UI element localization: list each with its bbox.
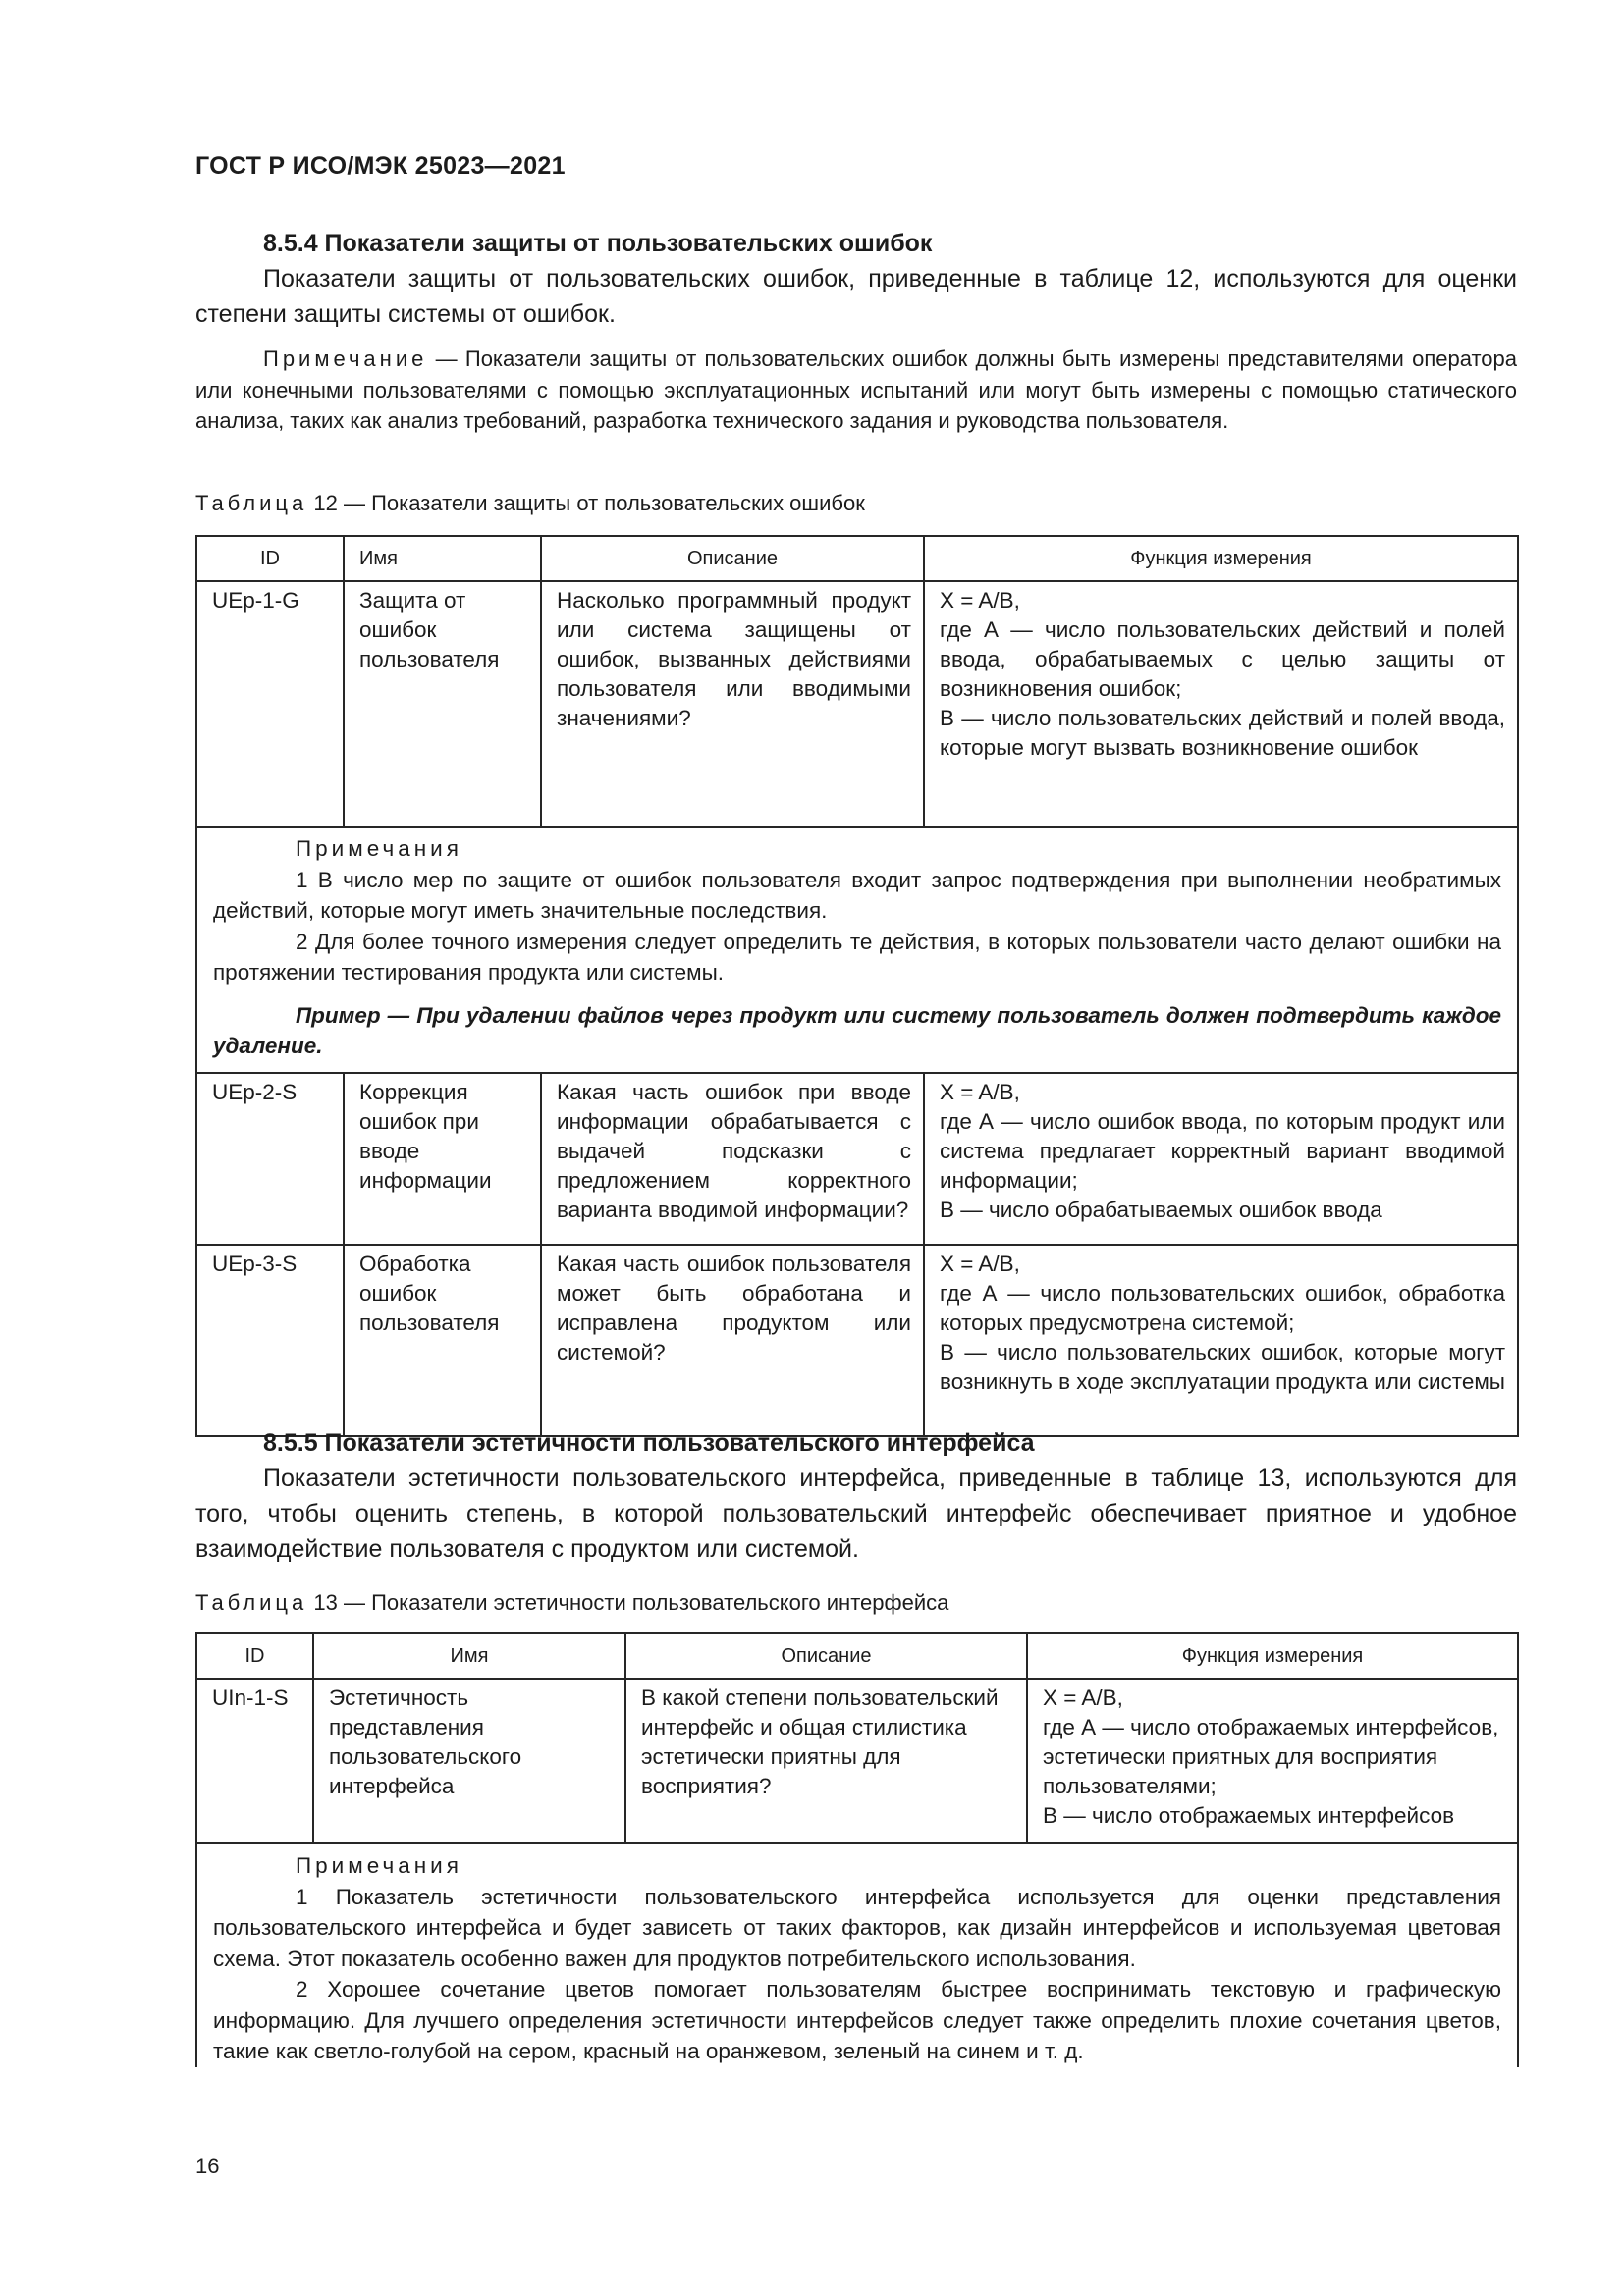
table-13-caption <box>195 1590 948 1616</box>
section-8-5-5-title: 8.5.5 Показатели эстетичности пользовательского интерфейса <box>263 1429 1035 1457</box>
notes-label: Примечания <box>296 836 462 861</box>
header-id: ID <box>196 536 344 581</box>
section-8-5-4-title: 8.5.4 Показатели защиты от пользовательских ошибок <box>263 230 933 257</box>
table-row <box>196 1679 1518 1843</box>
header-description: Описание <box>541 536 924 581</box>
table-title: 13 — Показатели эстетичности пользовательского интерфейса <box>313 1590 949 1615</box>
table-title: 12 — Показатели защиты от пользовательских ошибок <box>313 491 865 515</box>
section-8-5-4-paragraph: Показатели защиты от пользовательских ошибок, приведенные в таблице 12, используются для оценки степени защиты системы от ошибок. <box>195 265 1517 328</box>
cell-description: В какой степени пользовательский интерфейс и общая стилистика эстетически приятны для восприятия? <box>625 1679 1027 1843</box>
header-function: Функция измерения <box>924 536 1518 581</box>
cell-name: Защита от ошибок пользователя <box>344 581 541 827</box>
note-1: 1 В число мер по защите от ошибок пользователя входит запрос подтверждения при выполнении необратимых действий, которые могут иметь значительные последствия. <box>213 867 1501 923</box>
cell-description: Какая часть ошибок при вводе информации обрабатывается с выдачей подсказки с предложением корректного варианта вводимой информации? <box>541 1073 924 1245</box>
cell-id: UEp-1-G <box>196 581 344 827</box>
header-function: Функция измерения <box>1027 1633 1518 1679</box>
page-number: 16 <box>195 2154 220 2178</box>
header-description: Описание <box>625 1633 1027 1679</box>
cell-function: X = A/B, где А — число отображаемых интерфейсов, эстетически приятных для восприятия пользователями; В — число отображаемых интерфейсов <box>1027 1679 1518 1843</box>
note-1: 1 Показатель эстетичности пользовательского интерфейса используется для оценки представления пользовательского интерфейса и будет зависеть от таких факторов, как дизайн интерфейсов и используемая цветовая схема. Этот показатель особенно важен для продуктов потребительского использования. <box>213 1884 1501 1971</box>
notes-label: Примечания <box>296 1853 462 1878</box>
cell-function: X = A/B, где А — число ошибок ввода, по которым продукт или система предлагает корректный вариант вводимой информации; В — число обрабатываемых ошибок ввода <box>924 1073 1518 1245</box>
note-2: 2 Для более точного измерения следует определить те действия, в которых пользователи часто делают ошибки на протяжении тестирования продукта или системы. <box>213 929 1501 985</box>
document-header: ГОСТ Р ИСО/МЭК 25023—2021 <box>195 152 566 180</box>
notes-row <box>196 1843 1518 2067</box>
table-row <box>196 1245 1518 1436</box>
table-header-row <box>196 536 1518 581</box>
cell-id: UEp-3-S <box>196 1245 344 1436</box>
table-row <box>196 581 1518 827</box>
header-id: ID <box>196 1633 313 1679</box>
cell-name: Эстетичность представления пользовательского интерфейса <box>313 1679 625 1843</box>
cell-description: Насколько программный продукт или система защищены от ошибок, вызванных действиями пользователя или вводимыми значениями? <box>541 581 924 827</box>
table-12 <box>195 535 1519 1437</box>
header-name: Имя <box>344 536 541 581</box>
cell-function: X = A/B, где А — число пользовательских действий и полей ввода, обрабатываемых с целью защиты от возникновения ошибок; В — число пользовательских действий и полей ввода, которые могут вызвать возникновение ошибок <box>924 581 1518 827</box>
note-text: — Показатели защиты от пользовательских ошибок должны быть измерены представителями оператора или конечными пользователями с помощью эксплуатационных испытаний или могут быть измерены с помощью статического анализа, таких как анализ требований, разработка технического задания и руководства пользователя. <box>195 347 1517 433</box>
example-text: Пример — При удалении файлов через продукт или систему пользователь должен подтвердить каждое удаление. <box>213 1002 1501 1058</box>
cell-id: UIn-1-S <box>196 1679 313 1843</box>
table-label: Таблица <box>195 491 308 515</box>
table-header-row <box>196 1633 1518 1679</box>
table-row <box>196 1073 1518 1245</box>
section-8-5-4-note <box>195 344 1517 437</box>
header-name: Имя <box>313 1633 625 1679</box>
table-label: Таблица <box>195 1590 308 1615</box>
note-2: 2 Хорошее сочетание цветов помогает пользователям быстрее воспринимать текстовую и графическую информацию. Для лучшего определения эстетичности интерфейсов следует также определить плохие сочетания цветов, такие как светло-голубой на сером, красный на оранжевом, зеленый на синем и т. д. <box>213 1977 1501 2063</box>
cell-name: Коррекция ошибок при вводе информации <box>344 1073 541 1245</box>
table-12-caption <box>195 491 865 516</box>
table-13 <box>195 1632 1519 2067</box>
cell-description: Какая часть ошибок пользователя может быть обработана и исправлена продуктом или системой? <box>541 1245 924 1436</box>
note-label: Примечание <box>263 347 428 371</box>
cell-name: Обработка ошибок пользователя <box>344 1245 541 1436</box>
table-12-notes <box>196 827 1518 1073</box>
notes-row <box>196 827 1518 1073</box>
table-13-notes <box>196 1843 1518 2067</box>
cell-function: X = A/B, где А — число пользовательских ошибок, обработка которых предусмотрена системой; В — число пользовательских ошибок, которые могут возникнуть в ходе эксплуатации продукта или системы <box>924 1245 1518 1436</box>
cell-id: UEp-2-S <box>196 1073 344 1245</box>
section-8-5-5-paragraph: Показатели эстетичности пользовательского интерфейса, приведенные в таблице 13, используются для того, чтобы оценить степень, в которой пользовательский интерфейс обеспечивает приятное и удобное взаимодействие пользователя с продуктом или системой. <box>195 1465 1517 1563</box>
